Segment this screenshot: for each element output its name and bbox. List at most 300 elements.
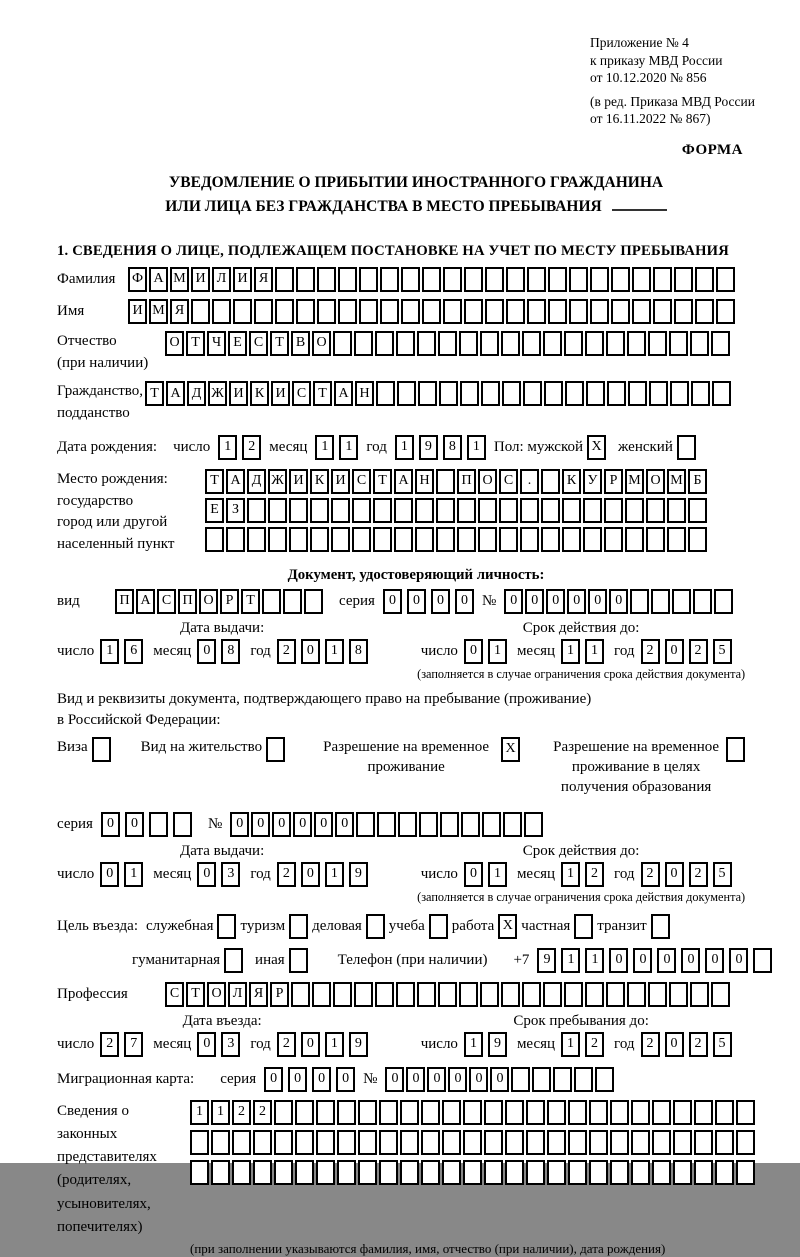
char-box[interactable]: 0 [609, 948, 628, 973]
char-box[interactable] [506, 299, 525, 324]
char-box[interactable] [354, 331, 373, 356]
char-box[interactable] [253, 1160, 272, 1185]
char-box[interactable]: 0 [448, 1067, 467, 1092]
char-box[interactable]: 0 [230, 812, 249, 837]
char-box[interactable] [691, 381, 710, 406]
char-box[interactable]: И [128, 299, 147, 324]
char-box[interactable] [421, 1160, 440, 1185]
char-box[interactable] [672, 589, 691, 614]
char-box[interactable]: О [165, 331, 184, 356]
char-box[interactable] [482, 812, 501, 837]
char-box[interactable] [631, 1160, 650, 1185]
char-box[interactable] [268, 527, 287, 552]
char-box[interactable]: 0 [312, 1067, 331, 1092]
char-box[interactable] [274, 1100, 293, 1125]
char-box[interactable] [541, 469, 560, 494]
char-box[interactable] [211, 1160, 230, 1185]
char-box[interactable]: 5 [713, 862, 732, 887]
char-box[interactable] [480, 982, 499, 1007]
char-box[interactable]: 0 [455, 589, 474, 614]
char-box[interactable] [522, 982, 541, 1007]
char-box[interactable] [401, 267, 420, 292]
char-box[interactable] [415, 498, 434, 523]
char-box[interactable]: 0 [336, 1067, 355, 1092]
char-box[interactable] [695, 299, 714, 324]
char-box[interactable] [289, 527, 308, 552]
char-box[interactable]: Е [205, 498, 224, 523]
char-box[interactable]: 0 [251, 812, 270, 837]
char-box[interactable] [569, 267, 588, 292]
char-box[interactable] [443, 299, 462, 324]
char-box[interactable] [651, 589, 670, 614]
char-box[interactable]: 2 [641, 862, 660, 887]
char-box[interactable]: И [229, 381, 248, 406]
char-box[interactable]: 1 [561, 1032, 580, 1057]
char-box[interactable]: 2 [641, 1032, 660, 1057]
char-box[interactable] [568, 1130, 587, 1155]
char-box[interactable] [501, 982, 520, 1007]
char-box[interactable] [358, 1130, 377, 1155]
char-box[interactable] [379, 1100, 398, 1125]
char-box[interactable] [262, 589, 281, 614]
char-box[interactable] [400, 1100, 419, 1125]
char-box[interactable]: И [233, 267, 252, 292]
char-box[interactable]: С [157, 589, 176, 614]
char-box[interactable]: С [165, 982, 184, 1007]
char-box[interactable] [289, 498, 308, 523]
char-box[interactable]: А [334, 381, 353, 406]
char-box[interactable] [359, 267, 378, 292]
char-box[interactable] [478, 498, 497, 523]
char-box[interactable] [628, 381, 647, 406]
char-box[interactable]: 1 [488, 639, 507, 664]
char-box[interactable]: С [352, 469, 371, 494]
char-box[interactable]: 5 [713, 639, 732, 664]
char-box[interactable] [274, 1130, 293, 1155]
char-box[interactable]: Е [228, 331, 247, 356]
char-box[interactable] [254, 299, 273, 324]
char-box[interactable]: Т [145, 381, 164, 406]
char-box[interactable] [304, 589, 323, 614]
char-box[interactable] [505, 1130, 524, 1155]
stay-year[interactable] [641, 1032, 732, 1057]
char-box[interactable]: 0 [705, 948, 724, 973]
char-box[interactable]: 3 [221, 1032, 240, 1057]
char-box[interactable]: И [271, 381, 290, 406]
char-box[interactable] [317, 299, 336, 324]
char-box[interactable] [394, 527, 413, 552]
char-box[interactable]: Я [254, 267, 273, 292]
char-box[interactable] [464, 299, 483, 324]
char-box[interactable] [352, 498, 371, 523]
char-box[interactable] [190, 1160, 209, 1185]
char-box[interactable] [526, 1100, 545, 1125]
firstname-boxes[interactable] [128, 299, 735, 324]
identity-issue-year[interactable] [277, 639, 368, 664]
char-box[interactable]: 2 [689, 1032, 708, 1057]
char-box[interactable] [715, 1100, 734, 1125]
char-box[interactable] [316, 1130, 335, 1155]
char-box[interactable] [417, 982, 436, 1007]
char-box[interactable] [191, 299, 210, 324]
char-box[interactable]: Т [313, 381, 332, 406]
char-box[interactable]: Л [228, 982, 247, 1007]
char-box[interactable] [485, 267, 504, 292]
char-box[interactable] [440, 812, 459, 837]
char-box[interactable] [653, 267, 672, 292]
entry-year[interactable] [277, 1032, 368, 1057]
char-box[interactable] [541, 527, 560, 552]
char-box[interactable] [524, 812, 543, 837]
purpose-transit-checkbox[interactable] [651, 914, 670, 939]
char-box[interactable] [688, 527, 707, 552]
char-box[interactable] [674, 267, 693, 292]
char-box[interactable] [526, 1160, 545, 1185]
char-box[interactable] [380, 299, 399, 324]
char-box[interactable] [715, 1160, 734, 1185]
birth-month-boxes[interactable] [315, 435, 358, 460]
char-box[interactable] [275, 299, 294, 324]
profession-boxes[interactable] [165, 982, 730, 1007]
char-box[interactable]: О [207, 982, 226, 1007]
char-box[interactable] [583, 498, 602, 523]
char-box[interactable] [690, 331, 709, 356]
char-box[interactable]: 0 [406, 1067, 425, 1092]
char-box[interactable]: Ж [268, 469, 287, 494]
char-box[interactable]: А [394, 469, 413, 494]
char-box[interactable] [422, 267, 441, 292]
char-box[interactable] [649, 381, 668, 406]
char-box[interactable]: 0 [633, 948, 652, 973]
char-box[interactable]: Л [212, 267, 231, 292]
char-box[interactable] [373, 498, 392, 523]
char-box[interactable]: 0 [197, 1032, 216, 1057]
char-box[interactable] [526, 1130, 545, 1155]
char-box[interactable] [352, 527, 371, 552]
temp-residence-education-checkbox[interactable] [726, 737, 745, 762]
char-box[interactable]: Д [187, 381, 206, 406]
char-box[interactable]: Б [688, 469, 707, 494]
char-box[interactable]: С [249, 331, 268, 356]
char-box[interactable]: 0 [314, 812, 333, 837]
char-box[interactable]: 1 [561, 862, 580, 887]
char-box[interactable] [523, 381, 542, 406]
char-box[interactable]: 0 [525, 589, 544, 614]
char-box[interactable] [375, 982, 394, 1007]
char-box[interactable]: 1 [218, 435, 237, 460]
char-box[interactable] [295, 1160, 314, 1185]
purpose-official-checkbox[interactable] [217, 914, 236, 939]
purpose-business-checkbox[interactable] [366, 914, 385, 939]
char-box[interactable] [190, 1130, 209, 1155]
char-box[interactable]: 1 [585, 639, 604, 664]
char-box[interactable] [338, 267, 357, 292]
char-box[interactable] [316, 1100, 335, 1125]
char-box[interactable]: Т [373, 469, 392, 494]
char-box[interactable] [421, 1100, 440, 1125]
char-box[interactable]: . [520, 469, 539, 494]
char-box[interactable]: 0 [567, 589, 586, 614]
char-box[interactable] [562, 498, 581, 523]
stay-day[interactable] [464, 1032, 507, 1057]
surname-boxes[interactable] [128, 267, 735, 292]
char-box[interactable] [547, 1100, 566, 1125]
char-box[interactable] [421, 1130, 440, 1155]
char-box[interactable] [669, 982, 688, 1007]
char-box[interactable] [459, 982, 478, 1007]
char-box[interactable] [442, 1160, 461, 1185]
residence-valid-day[interactable] [464, 862, 507, 887]
char-box[interactable]: 2 [277, 639, 296, 664]
stay-month[interactable] [561, 1032, 604, 1057]
char-box[interactable] [274, 1160, 293, 1185]
char-box[interactable] [463, 1130, 482, 1155]
char-box[interactable] [606, 331, 625, 356]
temp-residence-checkbox[interactable]: X [501, 737, 520, 762]
identity-issue-month[interactable] [197, 639, 240, 664]
char-box[interactable]: Т [186, 331, 205, 356]
char-box[interactable]: 0 [657, 948, 676, 973]
char-box[interactable]: 0 [100, 862, 119, 887]
char-box[interactable]: Т [205, 469, 224, 494]
char-box[interactable] [436, 498, 455, 523]
char-box[interactable] [333, 982, 352, 1007]
char-box[interactable] [380, 267, 399, 292]
purpose-private-checkbox[interactable] [574, 914, 593, 939]
char-box[interactable]: 8 [443, 435, 462, 460]
char-box[interactable]: Н [355, 381, 374, 406]
char-box[interactable] [543, 982, 562, 1007]
char-box[interactable] [670, 381, 689, 406]
char-box[interactable] [464, 267, 483, 292]
char-box[interactable]: 1 [315, 435, 334, 460]
char-box[interactable] [532, 1067, 551, 1092]
char-box[interactable] [499, 498, 518, 523]
char-box[interactable] [373, 527, 392, 552]
birth-place-line-1[interactable] [205, 469, 707, 494]
char-box[interactable] [501, 331, 520, 356]
identity-valid-month[interactable] [561, 639, 604, 664]
char-box[interactable]: 0 [665, 639, 684, 664]
char-box[interactable] [379, 1130, 398, 1155]
char-box[interactable]: Я [249, 982, 268, 1007]
char-box[interactable] [667, 527, 686, 552]
birth-year-boxes[interactable] [395, 435, 486, 460]
char-box[interactable] [275, 267, 294, 292]
female-checkbox[interactable] [677, 435, 696, 460]
char-box[interactable]: 2 [232, 1100, 251, 1125]
char-box[interactable] [312, 982, 331, 1007]
char-box[interactable]: 8 [349, 639, 368, 664]
char-box[interactable] [652, 1130, 671, 1155]
char-box[interactable] [400, 1160, 419, 1185]
char-box[interactable] [568, 1160, 587, 1185]
char-box[interactable] [375, 331, 394, 356]
char-box[interactable] [667, 498, 686, 523]
char-box[interactable] [354, 982, 373, 1007]
char-box[interactable] [604, 498, 623, 523]
char-box[interactable]: 9 [349, 1032, 368, 1057]
char-box[interactable] [694, 1100, 713, 1125]
entry-month[interactable] [197, 1032, 240, 1057]
char-box[interactable]: И [331, 469, 350, 494]
char-box[interactable]: 0 [335, 812, 354, 837]
char-box[interactable] [674, 299, 693, 324]
char-box[interactable] [632, 267, 651, 292]
char-box[interactable] [712, 381, 731, 406]
char-box[interactable]: 0 [385, 1067, 404, 1092]
char-box[interactable] [505, 1100, 524, 1125]
char-box[interactable]: Р [604, 469, 623, 494]
char-box[interactable]: Я [170, 299, 189, 324]
char-box[interactable]: 9 [488, 1032, 507, 1057]
char-box[interactable] [379, 1160, 398, 1185]
birth-day-boxes[interactable] [218, 435, 261, 460]
char-box[interactable] [548, 267, 567, 292]
char-box[interactable]: Т [241, 589, 260, 614]
char-box[interactable]: 0 [288, 1067, 307, 1092]
char-box[interactable]: 8 [221, 639, 240, 664]
char-box[interactable] [543, 331, 562, 356]
char-box[interactable] [499, 527, 518, 552]
char-box[interactable] [502, 381, 521, 406]
char-box[interactable] [673, 1100, 692, 1125]
char-box[interactable] [585, 331, 604, 356]
char-box[interactable] [652, 1160, 671, 1185]
char-box[interactable] [422, 299, 441, 324]
residence-issue-month[interactable] [197, 862, 240, 887]
char-box[interactable]: А [149, 267, 168, 292]
char-box[interactable] [247, 527, 266, 552]
char-box[interactable] [316, 1160, 335, 1185]
char-box[interactable] [606, 982, 625, 1007]
char-box[interactable]: 1 [464, 1032, 483, 1057]
char-box[interactable] [377, 812, 396, 837]
char-box[interactable] [233, 299, 252, 324]
char-box[interactable]: Ф [128, 267, 147, 292]
char-box[interactable] [604, 527, 623, 552]
phone-boxes[interactable] [537, 948, 772, 973]
char-box[interactable]: А [166, 381, 185, 406]
char-box[interactable] [715, 1130, 734, 1155]
char-box[interactable] [359, 299, 378, 324]
char-box[interactable]: У [583, 469, 602, 494]
identity-valid-day[interactable] [464, 639, 507, 664]
char-box[interactable] [463, 1100, 482, 1125]
residence-issue-year[interactable] [277, 862, 368, 887]
identity-issue-day[interactable] [100, 639, 143, 664]
char-box[interactable] [417, 331, 436, 356]
char-box[interactable] [569, 299, 588, 324]
char-box[interactable] [564, 331, 583, 356]
char-box[interactable]: 5 [713, 1032, 732, 1057]
char-box[interactable]: 2 [277, 862, 296, 887]
residence-series-boxes[interactable] [101, 812, 192, 837]
char-box[interactable] [547, 1160, 566, 1185]
purpose-tourism-checkbox[interactable] [289, 914, 308, 939]
char-box[interactable] [673, 1160, 692, 1185]
char-box[interactable] [631, 1130, 650, 1155]
char-box[interactable] [541, 498, 560, 523]
char-box[interactable]: 0 [301, 1032, 320, 1057]
char-box[interactable] [520, 527, 539, 552]
char-box[interactable] [669, 331, 688, 356]
char-box[interactable] [610, 1160, 629, 1185]
char-box[interactable]: И [289, 469, 308, 494]
char-box[interactable] [438, 331, 457, 356]
char-box[interactable]: 2 [641, 639, 660, 664]
char-box[interactable] [484, 1130, 503, 1155]
char-box[interactable]: С [499, 469, 518, 494]
visa-checkbox[interactable] [92, 737, 111, 762]
char-box[interactable]: 0 [272, 812, 291, 837]
char-box[interactable] [484, 1160, 503, 1185]
char-box[interactable] [283, 589, 302, 614]
char-box[interactable]: 2 [277, 1032, 296, 1057]
char-box[interactable] [506, 267, 525, 292]
char-box[interactable]: 0 [729, 948, 748, 973]
char-box[interactable] [625, 527, 644, 552]
char-box[interactable] [548, 299, 567, 324]
char-box[interactable] [627, 331, 646, 356]
legal-reps-line-1[interactable] [190, 1100, 755, 1125]
char-box[interactable]: 1 [325, 639, 344, 664]
char-box[interactable] [253, 1130, 272, 1155]
char-box[interactable] [648, 331, 667, 356]
char-box[interactable] [716, 299, 735, 324]
char-box[interactable]: 3 [221, 862, 240, 887]
char-box[interactable] [544, 381, 563, 406]
char-box[interactable]: З [226, 498, 245, 523]
char-box[interactable]: М [667, 469, 686, 494]
char-box[interactable] [337, 1100, 356, 1125]
doc-kind-boxes[interactable] [115, 589, 323, 614]
char-box[interactable] [480, 331, 499, 356]
char-box[interactable] [463, 1160, 482, 1185]
residence-permit-checkbox[interactable] [266, 737, 285, 762]
char-box[interactable] [562, 527, 581, 552]
char-box[interactable]: В [291, 331, 310, 356]
char-box[interactable] [296, 267, 315, 292]
char-box[interactable] [589, 1100, 608, 1125]
char-box[interactable] [442, 1100, 461, 1125]
char-box[interactable]: 0 [427, 1067, 446, 1092]
char-box[interactable] [291, 982, 310, 1007]
char-box[interactable]: 0 [588, 589, 607, 614]
char-box[interactable]: 1 [395, 435, 414, 460]
char-box[interactable]: 0 [101, 812, 120, 837]
char-box[interactable]: 9 [419, 435, 438, 460]
char-box[interactable] [398, 812, 417, 837]
char-box[interactable] [317, 267, 336, 292]
char-box[interactable] [358, 1160, 377, 1185]
char-box[interactable] [443, 267, 462, 292]
char-box[interactable] [415, 527, 434, 552]
doc-series-boxes[interactable] [383, 589, 474, 614]
char-box[interactable]: П [178, 589, 197, 614]
doc-number-boxes[interactable] [504, 589, 733, 614]
char-box[interactable] [442, 1130, 461, 1155]
residence-valid-year[interactable] [641, 862, 732, 887]
char-box[interactable] [590, 299, 609, 324]
char-box[interactable]: К [562, 469, 581, 494]
char-box[interactable]: 2 [100, 1032, 119, 1057]
char-box[interactable]: О [199, 589, 218, 614]
char-box[interactable] [310, 527, 329, 552]
char-box[interactable]: 0 [665, 1032, 684, 1057]
char-box[interactable] [376, 381, 395, 406]
char-box[interactable] [457, 527, 476, 552]
